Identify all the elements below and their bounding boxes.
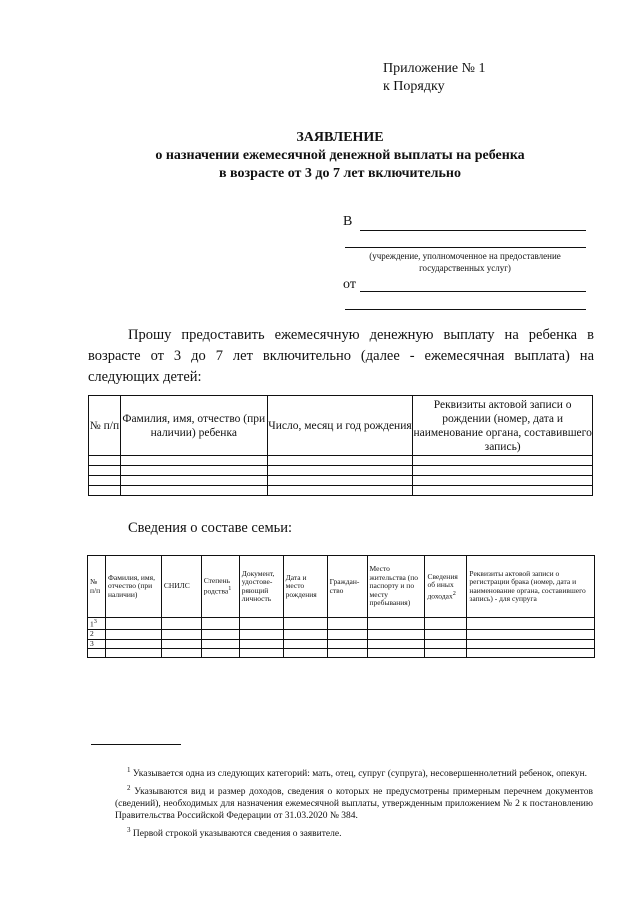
cell[interactable] (239, 649, 283, 658)
cell[interactable] (467, 630, 595, 640)
cell[interactable] (89, 476, 121, 486)
cell[interactable] (367, 618, 425, 630)
document-title (60, 129, 620, 183)
cell[interactable] (413, 476, 593, 486)
cell[interactable] (120, 466, 267, 476)
cell[interactable] (201, 639, 239, 649)
institution-field[interactable] (360, 230, 586, 231)
cell[interactable] (413, 486, 593, 496)
row-number: $1^3$ (88, 618, 106, 630)
cell[interactable] (89, 456, 121, 466)
table-row (88, 639, 595, 649)
cell[interactable] (105, 618, 161, 630)
family-table (87, 555, 595, 658)
cell[interactable] (413, 466, 593, 476)
header-marriage-record: Реквизиты актовой записи о регистрации брака (номер, дата и наименование органа, составившего запись) - для супруга (467, 556, 595, 618)
table-row (89, 486, 593, 496)
cell[interactable] (327, 618, 367, 630)
cell[interactable] (467, 639, 595, 649)
cell[interactable] (120, 476, 267, 486)
cell[interactable] (425, 630, 467, 640)
cell[interactable] (120, 486, 267, 496)
cell[interactable] (239, 639, 283, 649)
from-label: от (343, 277, 356, 292)
applicant-field[interactable] (360, 291, 586, 292)
children-table (88, 395, 593, 496)
cell[interactable] (283, 649, 327, 658)
request-text: Прошу предоставить ежемесячную денежную выплату на ребенка в возрасте от 3 до 7 лет включительно (далее - ежемесячная выплата) на следующих детей: (88, 327, 594, 385)
title-heading: ЗАЯВЛЕНИЕ (296, 130, 384, 145)
title-line-3: в возрасте от 3 до 7 лет включительно (219, 166, 461, 181)
header-birth: Дата и место рождения (283, 556, 327, 618)
children-table-header (89, 396, 593, 456)
footnote-1: $^1$ Указывается одна из следующих категорий: мать, отец, супруг (супруга), несовершеннолетний ребенок, опекун. (127, 766, 588, 780)
cell[interactable] (267, 486, 413, 496)
table-row (89, 476, 593, 486)
cell[interactable] (283, 618, 327, 630)
cell[interactable] (161, 639, 201, 649)
header-residence: Место жительства (по паспорту и по месту пребывания) (367, 556, 425, 618)
family-section-title: Сведения о составе семьи: (128, 520, 293, 536)
cell[interactable] (367, 630, 425, 640)
cell[interactable] (425, 639, 467, 649)
header-number: № п/п (88, 556, 106, 618)
table-row (88, 618, 595, 630)
cell[interactable] (467, 649, 595, 658)
cell[interactable] (89, 466, 121, 476)
header-birth-record: Реквизиты актовой записи о рождении (номер, дата и наименование органа, составившего запись) (413, 396, 593, 456)
header-income: Сведения об иных доходах$^2$ (425, 556, 467, 618)
cell[interactable] (283, 639, 327, 649)
table-row (88, 649, 595, 658)
cell[interactable] (283, 630, 327, 640)
cell[interactable] (120, 456, 267, 466)
cell[interactable] (467, 618, 595, 630)
to-label: В (343, 214, 353, 229)
cell[interactable] (201, 649, 239, 658)
cell[interactable] (367, 649, 425, 658)
cell[interactable] (413, 456, 593, 466)
row-number (88, 649, 106, 658)
table-row (89, 456, 593, 466)
cell[interactable] (105, 649, 161, 658)
cell[interactable] (267, 456, 413, 466)
cell[interactable] (239, 618, 283, 630)
cell[interactable] (201, 618, 239, 630)
cell[interactable] (105, 639, 161, 649)
header-child-name: Фамилия, имя, отчество (при наличии) ребенка (120, 396, 267, 456)
header-id-document: Документ, удостове-ряющий личность (239, 556, 283, 618)
cell[interactable] (327, 649, 367, 658)
cell[interactable] (267, 476, 413, 486)
request-paragraph (88, 325, 594, 388)
cell[interactable] (201, 630, 239, 640)
table-row (89, 466, 593, 476)
cell[interactable] (267, 466, 413, 476)
cell[interactable] (327, 630, 367, 640)
footnote-3: $^3$ Первой строкой указываются сведения о заявителе. (127, 826, 342, 840)
row-number: 2 (88, 630, 106, 640)
header-number: № п/п (89, 396, 121, 456)
cell[interactable] (161, 649, 201, 658)
cell[interactable] (425, 618, 467, 630)
family-table-header (88, 556, 595, 618)
cell[interactable] (161, 630, 201, 640)
appendix-reference (383, 60, 486, 96)
cell[interactable] (239, 630, 283, 640)
footnotes (115, 764, 593, 842)
header-full-name: Фамилия, имя, отчество (при наличии) (105, 556, 161, 618)
cell[interactable] (425, 649, 467, 658)
cell[interactable] (89, 486, 121, 496)
header-citizenship: Граждан-ство (327, 556, 367, 618)
footnote-divider (91, 744, 181, 745)
footnote-2: $^2$ Указываются вид и размер доходов, сведения о которых не предусмотрены примерным перечнем документов (сведений), необходимых для назначения ежемесячной выплаты, утвержденным приложением № 2 к постановлению Правительства Российской Федерации от 31.03.2020 № 384. (115, 784, 594, 822)
appendix-order: к Порядку (383, 79, 445, 94)
row-number: 3 (88, 639, 106, 649)
header-relation: Степень родства$^1$ (201, 556, 239, 618)
header-birth-date: Число, месяц и год рождения (267, 396, 413, 456)
appendix-number: Приложение № 1 (383, 61, 486, 76)
header-snils: СНИЛС (161, 556, 201, 618)
cell[interactable] (161, 618, 201, 630)
cell[interactable] (105, 630, 161, 640)
table-row (88, 630, 595, 640)
institution-caption: (учреждение, уполномоченное на предоставление государственных услуг) (369, 251, 561, 273)
cell[interactable] (367, 639, 425, 649)
institution-field-line-2[interactable] (345, 247, 586, 248)
applicant-field-line-2[interactable] (345, 309, 586, 310)
cell[interactable] (327, 639, 367, 649)
title-line-2: о назначении ежемесячной денежной выплаты на ребенка (155, 148, 525, 163)
